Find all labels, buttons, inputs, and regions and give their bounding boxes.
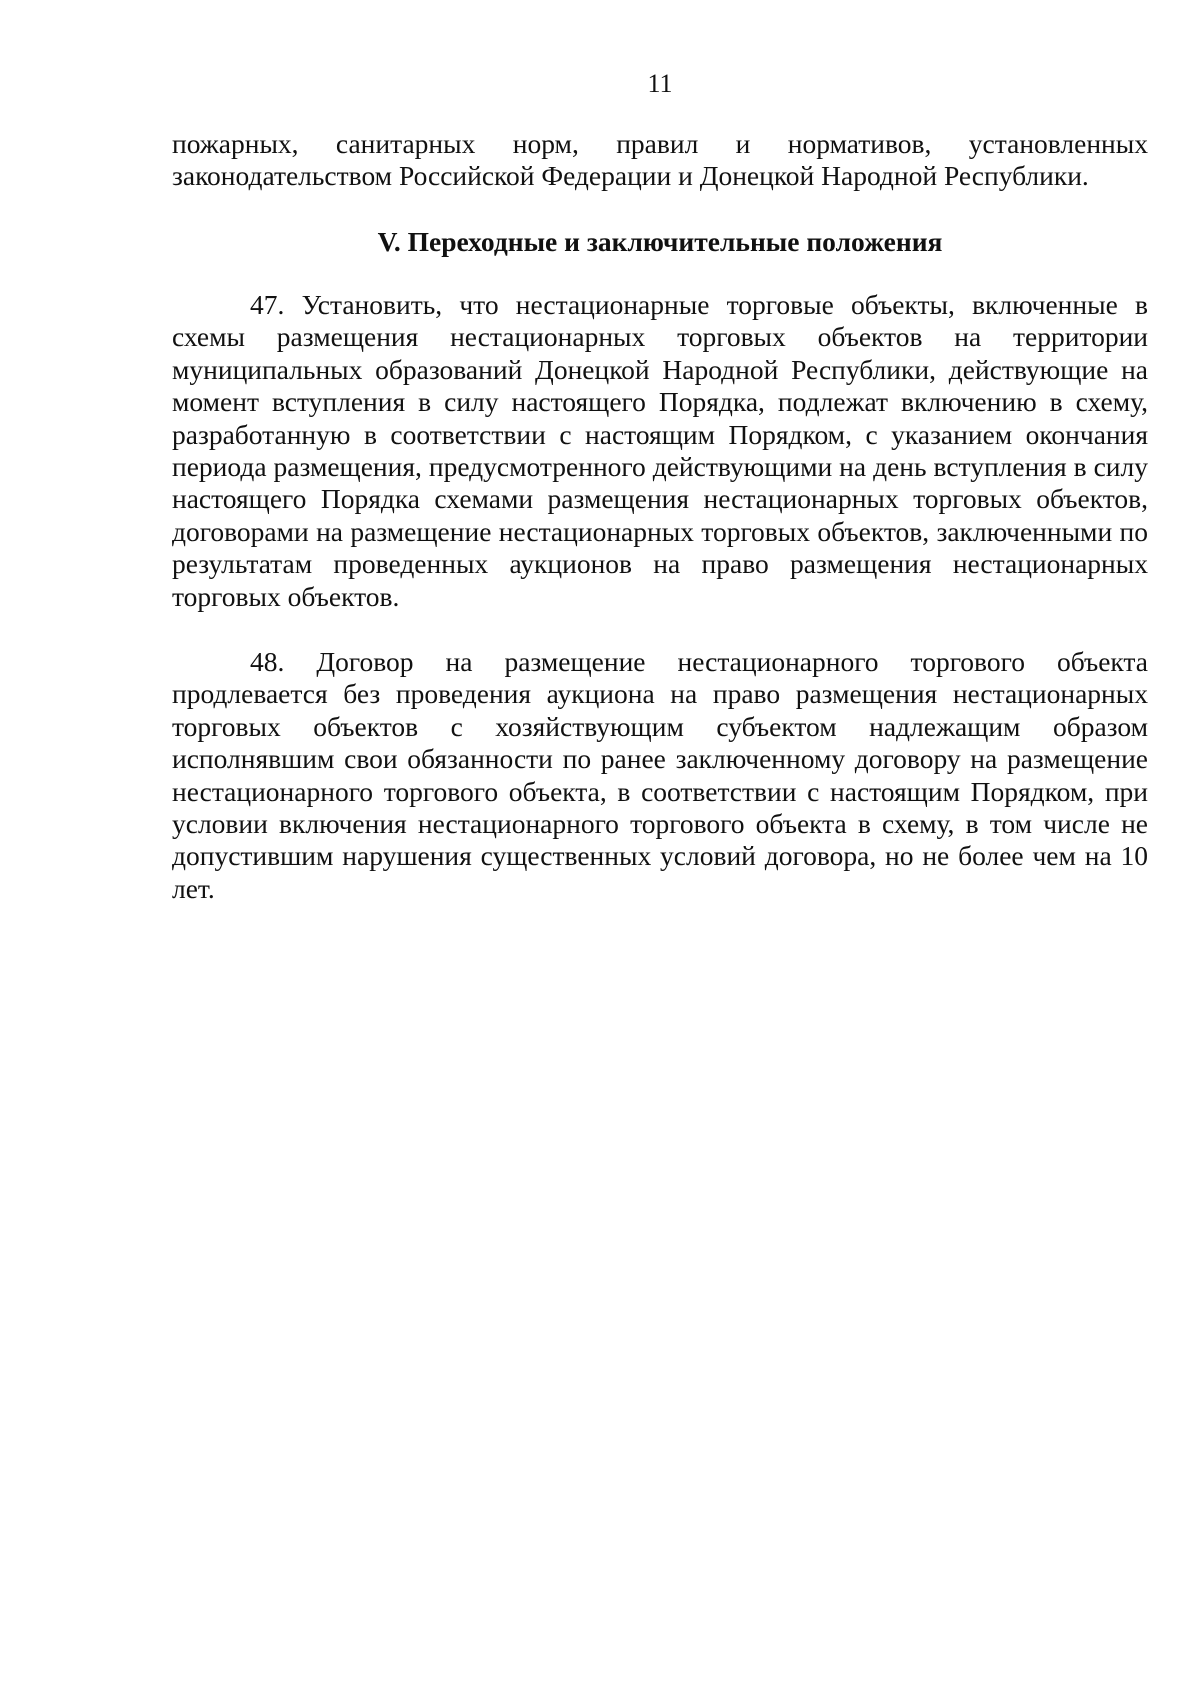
section-heading: V. Переходные и заключительные положения xyxy=(377,226,943,257)
paragraph-48: 48. Договор на размещение нестационарного торгового объекта продлевается без проведения аукциона на право размещения нестационарных торговых объектов с хозяйствующим субъектом надлежащим образом исполнявшим свои обязанности по ранее заключенному договору на размещение нестационарного торгового объекта, в соответствии с настоящим Порядком, при условии включения нестационарного торгового объекта в схему, в том числе не допустившим нарушения существенных условий договора, но не более чем на 10 лет. xyxy=(172,646,1148,904)
paragraph-47: 47. Установить, что нестационарные торговые объекты, включенные в схемы размещения нестационарных торговых объектов на территории муниципальных образований Донецкой Народной Республики, действующие на момент вступления в силу настоящего Порядка, подлежат включению в схему, разработанную в соответствии с настоящим Порядком, с указанием окончания периода размещения, предусмотренного действующими на день вступления в силу настоящего Порядка схемами размещения нестационарных торговых объектов, договорами на размещение нестационарных торговых объектов, заключенными по результатам проведенных аукционов на право размещения нестационарных торговых объектов. xyxy=(172,289,1148,612)
continued-paragraph: пожарных, санитарных норм, правил и нормативов, установленных законодательством Российской Федерации и Донецкой Народной Республики. xyxy=(172,128,1148,192)
page-number: 11 xyxy=(647,69,673,98)
